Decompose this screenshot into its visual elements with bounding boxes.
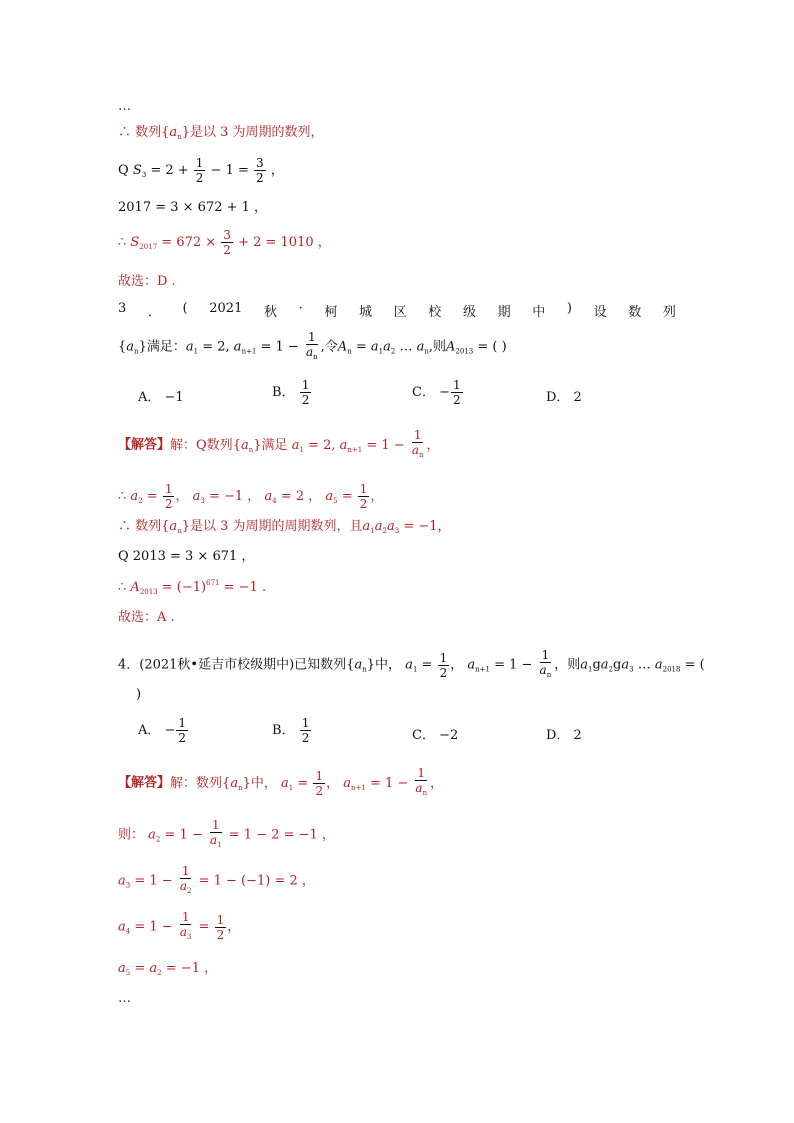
- q3-option-d[interactable]: D． 2: [546, 390, 582, 405]
- q3-option-b[interactable]: B． $\frac{1}{2}$: [272, 378, 310, 407]
- q4-step-a2: 则： $a_2 = 1$ − $\frac{1}{a_1}$ = 1 − 2 = −1 ，: [118, 818, 335, 849]
- q3-solution-intro: 【解答】解：Q数列$\{a_n\}$满足 $a_1 = 2$, $a_{n+1} = 1$ − $\frac{1}{a_n}$ ，: [118, 428, 440, 459]
- prev-decomp-line: 2017 = 3 × 672 + 1 ，: [118, 200, 268, 215]
- q3-header-token: ·: [298, 301, 303, 316]
- q3-header-token: 设: [593, 305, 607, 320]
- q3-header-token: 期: [497, 305, 511, 320]
- q4-solution-intro: 【解答】解：数列$\{a_n\}$中， $a_1$ = $\frac{1}{2}$ ， $a_{n+1} = 1$ − $\frac{1}{a_n}$ ，: [118, 766, 444, 798]
- q3-solution-tag: 【解答】: [118, 437, 171, 453]
- q3-condition-line: $\{a_n\}$满足：$a_1 = 2$, $a_{n+1} = 1$ − $\frac{1}{a_n}$ ,令$A_n = a_1a_2$ … $a_n$,则$A_{2013}$ = ( ): [118, 330, 507, 361]
- q3-option-a[interactable]: A． −1: [138, 390, 184, 405]
- q4-option-b[interactable]: B． $\frac{1}{2}$: [272, 716, 310, 745]
- q3-terms-line: ∴ $a_2$ = $\frac{1}{2}$ ， $a_3 = -1$ ， $a_4 = 2$ ， $a_5$ = $\frac{1}{2}$ ，: [118, 482, 384, 511]
- q3-period-line: ∴ 数列$\{a_n\}$是以 3 为周期的周期数列，且$a_1a_2a_3 = -1$，: [118, 519, 451, 535]
- q4-step-a4: $a_4 = 1$ − $\frac{1}{a_3}$ = $\frac{1}{2}$ ，: [118, 910, 241, 942]
- q3-decomp-line: Q 2013 = 3 × 671 ，: [118, 549, 255, 564]
- prev-sum-line: Q $S_3 = 2$ + $\frac{1}{2}$ − 1 = $\frac{3}{2}$ ，: [118, 156, 284, 185]
- q3-header-token: 3: [118, 301, 127, 316]
- q3-header: [118, 301, 676, 320]
- q3-header-token: 2021: [209, 301, 243, 316]
- q3-header-token: (: [182, 301, 188, 316]
- q3-header-token: 中: [532, 305, 546, 320]
- q4-header: 4．(2021秋•延吉市校级期中)已知数列$\{a_n\}$中， $a_1$ = $\frac{1}{2}$ ， $a_{n+1} = 1$ − $\frac{1}{a_n}$ ，则$a_1ga_2ga_3$ … $a_{2018}$ = (: [118, 648, 705, 680]
- prev-period-line: ∴ 数列$\{a_n\}$是以 3 为周期的数列，: [118, 125, 324, 141]
- prev-result-line: ∴ $S_{2017} = 672$ × $\frac{3}{2}$ + 2 = 1010 ，: [118, 228, 331, 257]
- q3-header-token: 校: [428, 305, 442, 320]
- q4-paren-close: ): [136, 687, 142, 702]
- ellipsis-top: …: [118, 99, 132, 114]
- q3-header-token: 柯: [324, 305, 338, 320]
- q3-answer: 故选：A .: [118, 610, 175, 625]
- q3-header-token: 级: [462, 305, 476, 320]
- q3-option-c[interactable]: C． − $\frac{1}{2}$: [412, 378, 461, 407]
- q3-header-token: ．: [147, 305, 161, 320]
- q3-header-token: 数: [628, 305, 642, 320]
- ellipsis-bottom: …: [118, 991, 132, 1006]
- q3-result-line: ∴ $A_{2013} = (-1)^{671} = -1$ .: [118, 579, 267, 596]
- q4-step-a3: $a_3 = 1$ − $\frac{1}{a_2}$ = 1 − (−1) = 2 ，: [118, 864, 315, 895]
- q3-header-token: 秋: [263, 305, 277, 320]
- q3-header-token: ): [566, 301, 572, 316]
- q3-header-token: 列: [662, 305, 676, 320]
- q3-header-token: 区: [393, 305, 407, 320]
- q4-option-a[interactable]: A． − $\frac{1}{2}$: [138, 716, 187, 745]
- q4-option-d[interactable]: D． 2: [546, 728, 582, 743]
- q4-step-a5: $a_5 = a_2 = -1$ ，: [118, 961, 218, 977]
- prev-answer: 故选：D .: [118, 274, 176, 289]
- q4-option-c[interactable]: C． −2: [412, 728, 459, 743]
- q3-header-token: 城: [359, 305, 373, 320]
- q4-solution-tag: 【解答】: [118, 775, 171, 791]
